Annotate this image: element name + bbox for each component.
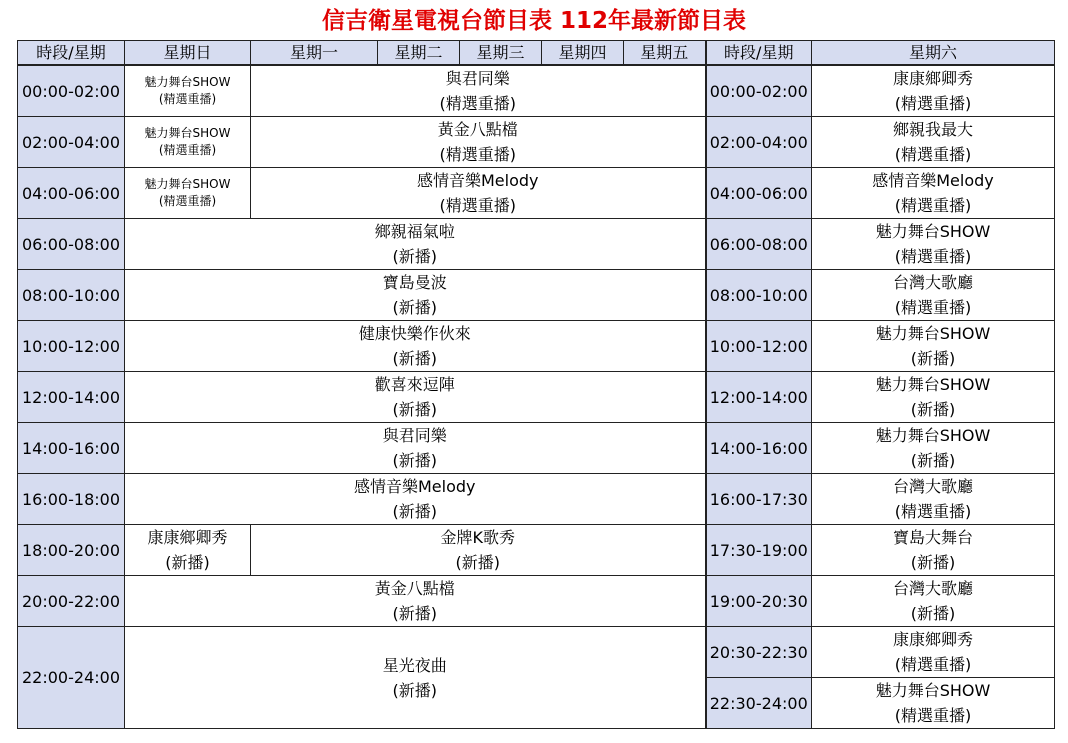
program-cell <box>812 576 1055 627</box>
time-slot: 10:00-12:00 <box>18 321 125 372</box>
program-name: 魅力舞台SHOW <box>875 375 991 394</box>
time-slot: 08:00-10:00 <box>18 270 125 321</box>
program-cell <box>125 576 706 627</box>
program-name: 感情音樂Melody <box>353 477 476 496</box>
program-cell <box>125 423 706 474</box>
program-note: (精選重播) <box>158 194 217 208</box>
program-cell <box>125 168 251 219</box>
program-name: 寶島大舞台 <box>892 528 973 547</box>
program-note: (精選重播) <box>894 247 972 266</box>
program-note: (精選重播) <box>158 143 217 157</box>
program-cell <box>251 168 706 219</box>
header-thursday: 星期四 <box>542 41 624 66</box>
program-note: (精選重播) <box>894 145 972 164</box>
header-monday: 星期一 <box>251 41 378 66</box>
time-slot: 22:30-24:00 <box>706 678 812 729</box>
table-row <box>18 525 1055 576</box>
program-cell <box>125 219 706 270</box>
program-name: 星光夜曲 <box>382 655 447 675</box>
program-name: 台灣大歌廳 <box>892 477 973 496</box>
program-cell <box>125 525 251 576</box>
program-cell <box>812 627 1055 678</box>
time-slot: 14:00-16:00 <box>18 423 125 474</box>
program-name: 魅力舞台SHOW <box>144 126 231 140</box>
program-name: 台灣大歌廳 <box>892 273 973 292</box>
program-name: 感情音樂Melody <box>416 171 539 190</box>
table-row <box>18 168 1055 219</box>
program-name: 與君同樂 <box>445 69 510 88</box>
program-name: 魅力舞台SHOW <box>875 222 991 241</box>
program-note: (精選重播) <box>158 92 217 106</box>
program-name: 金牌K歌秀 <box>440 528 515 547</box>
time-slot: 12:00-14:00 <box>706 372 812 423</box>
time-slot: 02:00-04:00 <box>706 117 812 168</box>
table-row <box>18 65 1055 117</box>
program-cell <box>812 65 1055 117</box>
program-name: 台灣大歌廳 <box>892 579 973 598</box>
program-cell <box>812 168 1055 219</box>
program-note: (精選重播) <box>894 502 972 521</box>
table-row <box>18 270 1055 321</box>
time-slot: 10:00-12:00 <box>706 321 812 372</box>
table-row <box>18 474 1055 525</box>
table-row <box>18 372 1055 423</box>
program-cell <box>125 627 706 729</box>
program-name: 康康鄉卿秀 <box>147 528 228 547</box>
program-name: 黃金八點檔 <box>374 579 455 598</box>
program-note: (新播) <box>392 400 437 419</box>
time-slot: 00:00-02:00 <box>18 65 125 117</box>
program-name: 鄉親福氣啦 <box>374 222 455 241</box>
program-cell <box>812 474 1055 525</box>
time-slot: 19:00-20:30 <box>706 576 812 627</box>
time-slot: 02:00-04:00 <box>18 117 125 168</box>
header-row <box>18 41 1055 66</box>
program-cell <box>812 117 1055 168</box>
program-cell <box>125 474 706 525</box>
time-slot: 20:30-22:30 <box>706 627 812 678</box>
time-slot: 16:00-17:30 <box>706 474 812 525</box>
program-note: (精選重播) <box>894 94 972 113</box>
program-name: 鄉親我最大 <box>892 120 973 139</box>
program-note: (新播) <box>910 400 956 419</box>
program-cell <box>251 117 706 168</box>
table-row <box>18 576 1055 627</box>
program-note: (精選重播) <box>894 655 972 674</box>
page-title: 信吉衛星電視台節目表 112年最新節目表 <box>321 8 747 34</box>
time-slot: 14:00-16:00 <box>706 423 812 474</box>
program-cell <box>125 270 706 321</box>
header-friday: 星期五 <box>624 41 706 66</box>
program-note: (新播) <box>910 349 956 368</box>
program-note: (精選重播) <box>894 706 972 725</box>
time-slot: 20:00-22:00 <box>18 576 125 627</box>
program-name: 魅力舞台SHOW <box>144 177 231 191</box>
program-cell <box>812 321 1055 372</box>
program-name: 寶島曼波 <box>382 273 447 292</box>
time-slot: 17:30-19:00 <box>706 525 812 576</box>
program-note: (新播) <box>910 451 956 470</box>
program-note: (精選重播) <box>439 196 516 215</box>
program-name: 與君同樂 <box>382 426 447 445</box>
program-name: 感情音樂Melody <box>872 171 994 190</box>
time-slot: 12:00-14:00 <box>18 372 125 423</box>
time-slot: 22:00-24:00 <box>18 627 125 729</box>
program-name: 健康快樂作伙來 <box>358 324 471 343</box>
time-slot: 04:00-06:00 <box>18 168 125 219</box>
time-slot: 00:00-02:00 <box>706 65 812 117</box>
time-slot: 06:00-08:00 <box>18 219 125 270</box>
header-time-right: 時段/星期 <box>706 41 812 66</box>
program-cell <box>812 270 1055 321</box>
time-slot: 16:00-18:00 <box>18 474 125 525</box>
schedule-table <box>17 40 1055 729</box>
table-row <box>18 117 1055 168</box>
program-name: 康康鄉卿秀 <box>892 630 973 649</box>
header-sunday: 星期日 <box>125 41 251 66</box>
table-row <box>18 219 1055 270</box>
program-note: (新播) <box>910 553 956 572</box>
program-note: (新播) <box>455 553 500 572</box>
header-wednesday: 星期三 <box>460 41 542 66</box>
program-cell <box>251 525 706 576</box>
program-cell <box>251 65 706 117</box>
program-cell <box>125 372 706 423</box>
program-name: 魅力舞台SHOW <box>875 324 991 343</box>
table-row <box>18 627 1055 678</box>
program-cell <box>125 117 251 168</box>
program-note: (新播) <box>910 604 956 623</box>
program-note: (新播) <box>392 680 437 700</box>
time-slot: 06:00-08:00 <box>706 219 812 270</box>
program-note: (新播) <box>392 502 437 521</box>
program-cell <box>812 678 1055 729</box>
program-name: 康康鄉卿秀 <box>892 69 973 88</box>
program-note: (新播) <box>392 604 437 623</box>
program-cell <box>812 423 1055 474</box>
program-note: (精選重播) <box>894 298 972 317</box>
program-note: (精選重播) <box>439 145 516 164</box>
program-note: (新播) <box>392 247 437 266</box>
header-tuesday: 星期二 <box>378 41 460 66</box>
program-note: (精選重播) <box>439 94 516 113</box>
program-note: (新播) <box>165 553 210 572</box>
program-cell <box>125 321 706 372</box>
table-row <box>18 321 1055 372</box>
program-name: 歡喜來逗陣 <box>374 375 455 394</box>
program-note: (新播) <box>392 349 437 368</box>
program-name: 魅力舞台SHOW <box>144 75 231 89</box>
program-name: 魅力舞台SHOW <box>875 681 991 700</box>
program-cell <box>812 219 1055 270</box>
program-note: (新播) <box>392 451 437 470</box>
program-cell <box>125 65 251 117</box>
program-note: (精選重播) <box>894 196 972 215</box>
time-slot: 18:00-20:00 <box>18 525 125 576</box>
table-row <box>18 423 1055 474</box>
program-name: 黃金八點檔 <box>437 120 518 139</box>
program-cell <box>812 525 1055 576</box>
program-note: (新播) <box>392 298 437 317</box>
header-saturday: 星期六 <box>812 41 1055 66</box>
program-name: 魅力舞台SHOW <box>875 426 991 445</box>
time-slot: 04:00-06:00 <box>706 168 812 219</box>
program-cell <box>812 372 1055 423</box>
time-slot: 08:00-10:00 <box>706 270 812 321</box>
header-time-left: 時段/星期 <box>18 41 125 66</box>
